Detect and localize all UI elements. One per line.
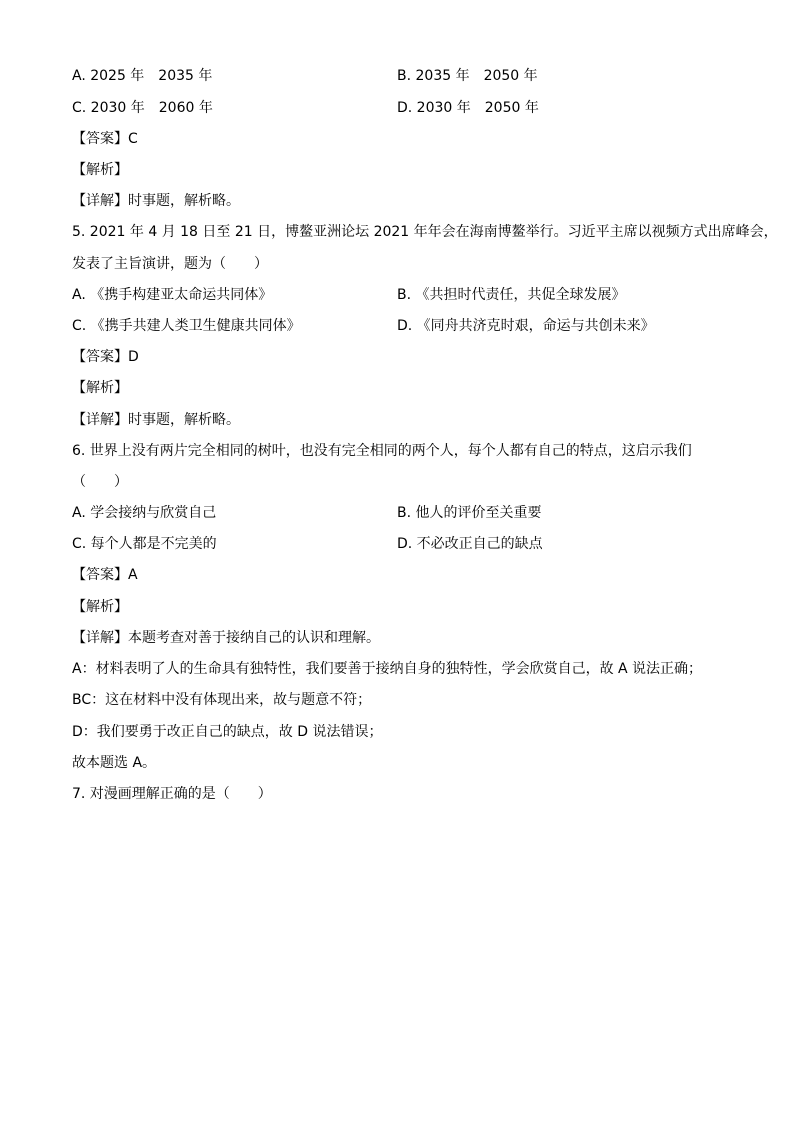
q6-option-d: D. 不必改正自己的缺点 [397,536,543,552]
q6-analysis-heading: 【解析】 [72,599,128,615]
q6-option-a: A. 学会接纳与欣赏自己 [72,505,217,521]
q5-stem-line1: 5. 2021 年 4 月 18 日至 21 日，博鳌亚洲论坛 2021 年年会在海南博鳌举行。习近平主席以视频方式出席峰会， [72,224,778,240]
q4-option-a: A. 2025 年 2035 年 [72,68,213,84]
q6-explain-bc: BC：这在材料中没有体现出来，故与题意不符； [72,692,372,708]
q5-option-d: D. 《同舟共济克时艰，命运与共创未来》 [397,318,655,334]
q6-stem-line2: （ ） [72,474,128,490]
q5-option-a: A. 《携手构建亚太命运共同体》 [72,287,273,303]
q5-option-b: B. 《共担时代责任，共促全球发展》 [397,287,626,303]
q5-detail: 【详解】时事题，解析略。 [72,412,240,428]
q5-option-c: C. 《携手共建人类卫生健康共同体》 [72,318,301,334]
q6-stem-line1: 6. 世界上没有两片完全相同的树叶，也没有完全相同的两个人，每个人都有自己的特点，这启示我们 [72,443,692,459]
q4-option-d: D. 2030 年 2050 年 [397,100,539,116]
q6-option-c: C. 每个人都是不完美的 [72,536,217,552]
q6-conclusion: 故本题选 A。 [72,755,157,771]
q6-answer: 【答案】A [72,567,138,583]
q4-option-c: C. 2030 年 2060 年 [72,100,213,116]
q4-detail: 【详解】时事题，解析略。 [72,193,240,209]
q5-answer: 【答案】D [72,349,139,365]
q4-option-b: B. 2035 年 2050 年 [397,68,538,84]
q6-detail: 【详解】本题考查对善于接纳自己的认识和理解。 [72,630,380,646]
q6-explain-d: D：我们要勇于改正自己的缺点，故 D 说法错误； [72,724,383,740]
q5-analysis-heading: 【解析】 [72,380,128,396]
q5-stem-line2: 发表了主旨演讲，题为（ ） [72,256,268,272]
q4-answer: 【答案】C [72,131,138,147]
q7-stem: 7. 对漫画理解正确的是（ ） [72,786,272,802]
q4-analysis-heading: 【解析】 [72,162,128,178]
q6-explain-a: A：材料表明了人的生命具有独特性，我们要善于接纳自身的独特性，学会欣赏自己，故 A 说法正确； [72,661,703,677]
q6-option-b: B. 他人的评价至关重要 [397,505,542,521]
